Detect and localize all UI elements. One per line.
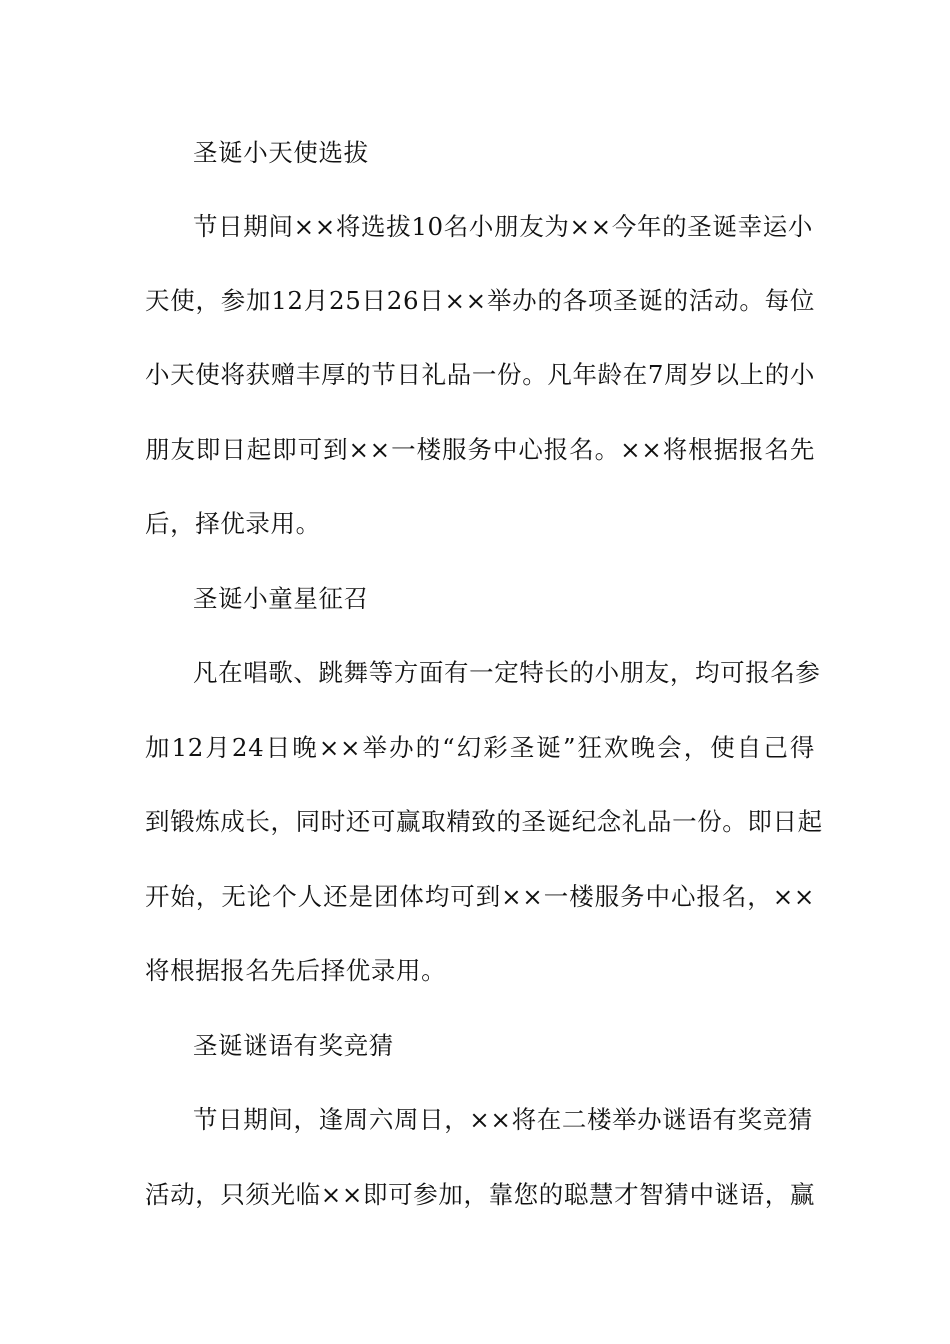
heading-christmas-riddle-contest: 圣诞谜语有奖竞猜 — [193, 1031, 394, 1060]
paragraph-line: 加12月24日晚××举办的“幻彩圣诞”狂欢晚会，使自己得 — [145, 733, 815, 762]
heading-christmas-angel-selection: 圣诞小天使选拔 — [193, 138, 369, 167]
paragraph-line: 节日期间，逢周六周日，××将在二楼举办谜语有奖竞猜 — [193, 1105, 813, 1134]
paragraph-line: 后，择优录用。 — [145, 509, 321, 538]
paragraph-line: 开始，无论个人还是团体均可到××一楼服务中心报名，×× — [145, 882, 815, 911]
heading-christmas-star-recruitment: 圣诞小童星征召 — [193, 584, 369, 613]
paragraph-line: 节日期间××将选拔10名小朋友为××今年的圣诞幸运小 — [193, 212, 813, 241]
paragraph-line: 天使，参加12月25日26日××举办的各项圣诞的活动。每位 — [145, 286, 815, 315]
paragraph-line: 到锻炼成长，同时还可赢取精致的圣诞纪念礼品一份。即日起 — [145, 807, 823, 836]
paragraph-line: 小天使将获赠丰厚的节日礼品一份。凡年龄在7周岁以上的小 — [145, 360, 815, 389]
paragraph-line: 将根据报名先后择优录用。 — [145, 956, 447, 985]
paragraph-line: 凡在唱歌、跳舞等方面有一定特长的小朋友，均可报名参 — [193, 658, 821, 687]
paragraph-line: 活动，只须光临××即可参加，靠您的聪慧才智猜中谜语，赢 — [145, 1180, 815, 1209]
paragraph-line: 朋友即日起即可到××一楼服务中心报名。××将根据报名先 — [145, 435, 815, 464]
